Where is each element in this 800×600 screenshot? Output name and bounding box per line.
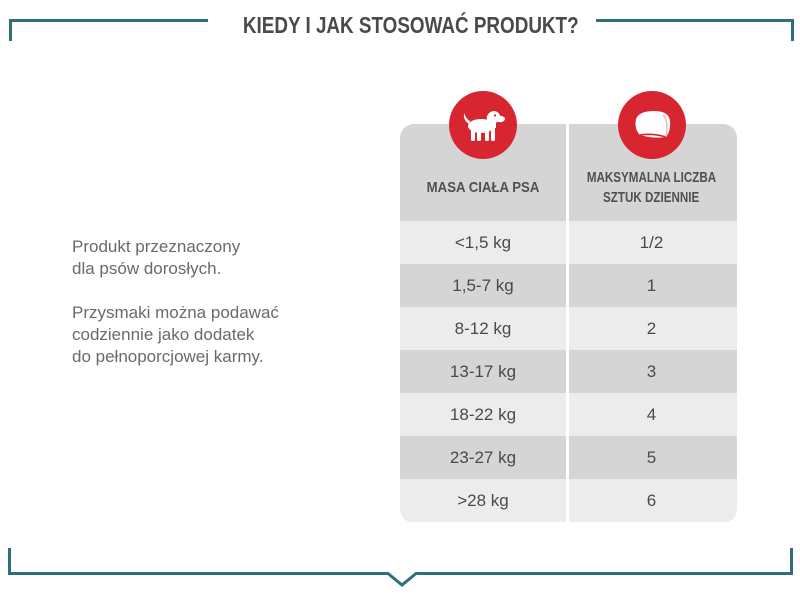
dog-icon <box>449 91 517 159</box>
header-max-line: SZTUK DZIENNIE <box>603 188 700 206</box>
intro-line: Przysmaki można podawać <box>72 303 279 322</box>
intro-text <box>72 236 352 390</box>
count-cell: 4 <box>646 404 657 424</box>
weight-cell: 1,5-7 kg <box>452 275 514 295</box>
weight-cell: 13-17 kg <box>449 361 517 381</box>
header-weight-label: MASA CIAŁA PSA <box>426 178 540 196</box>
intro-paragraph-2 <box>72 302 352 368</box>
page-title: KIEDY I JAK STOSOWAĆ PRODUKT? <box>242 12 579 38</box>
treat-icon <box>618 91 686 159</box>
weight-cell: 8-12 kg <box>454 318 512 338</box>
intro-line: do pełnoporcjowej karmy. <box>72 347 264 366</box>
weight-cell: <1,5 kg <box>454 232 512 252</box>
weight-cell: 23-27 kg <box>449 447 517 467</box>
count-cell: 2 <box>646 318 657 338</box>
intro-line: Produkt przeznaczony <box>72 237 241 256</box>
frame-bottom-line <box>0 548 800 600</box>
weight-cell: >28 kg <box>457 490 509 510</box>
weight-cell: 18-22 kg <box>449 404 517 424</box>
column-divider <box>566 124 569 523</box>
count-cell: 1 <box>646 275 657 295</box>
frame-top-right-line <box>596 19 794 41</box>
header-max-line: MAKSYMALNA LICZBA <box>586 168 717 186</box>
intro-line: codziennie jako dodatek <box>72 325 255 344</box>
count-cell: 1/2 <box>639 232 664 252</box>
intro-line: dla psów dorosłych. <box>72 259 222 278</box>
frame-top-left-line <box>9 19 208 41</box>
count-cell: 5 <box>646 447 657 467</box>
count-cell: 6 <box>646 490 657 510</box>
count-cell: 3 <box>646 361 657 381</box>
intro-paragraph-1 <box>72 236 352 280</box>
